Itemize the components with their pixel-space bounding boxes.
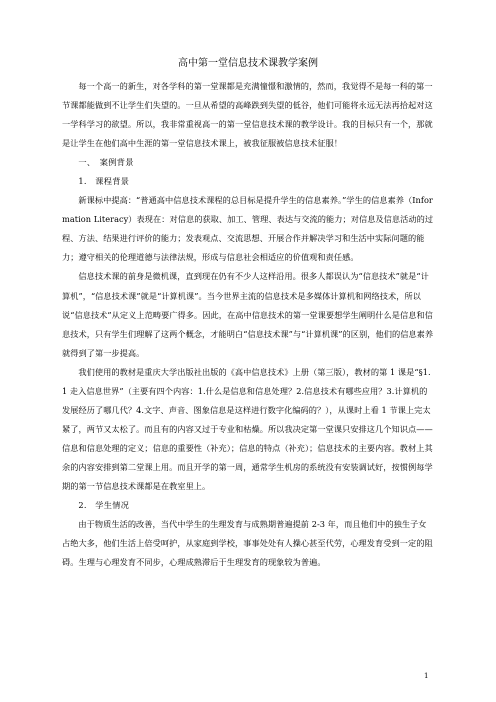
page-title: 高中第一堂信息技术课教学案例 (178, 58, 318, 69)
page-number: 1 (424, 672, 429, 680)
section-heading-case-background: 一、 案例背景 (78, 157, 134, 168)
subheading-student-situation: 2. 学生情况 (78, 500, 130, 511)
paragraph-intro: 每一个高一的新生，对各学科的第一堂课都是充满憧憬和激情的，然而，我觉得不是每一科的第一节课都能做到不让学生们失望的。一旦从希望的高峰跌到失望的低谷，他们可能将永远无法再拾起对这一学科学习的欲望。所以，我非常重视高一的第一堂信息技术课的教学设计。我的目标只有一个，那就是让学生在他们高中生涯的第一堂信息技术课上，被我征服被信息技术征服！ (62, 81, 433, 149)
paragraph-students: 由于物质生活的改善，当代中学生的生理发育与成熟期普遍提前 2-3 年，而且他们中的独生子女占绝大多，他们生活上倍受呵护，从家庭到学校，事事处处有人操心甚至代劳，心理发育受到一定的阻碍。生理与心理发育不同步，心理成熟滞后于生理发育的现象较为普遍。 (62, 519, 433, 568)
paragraph-textbook: 我们使用的教材是重庆大学出版社出版的《高中信息技术》上册（第三版），教材的第 1 课是“§1.1 走入信息世界”（主要有四个内容：1.什么是信息和信息处理？2.信息技术有哪些应用？3.计算机的发展经历了哪几代？4.文字、声音、图象信息是这样进行数字化编码的？），从课时上看 1 节课上完太紧了，两节又太松了。而且有的内容又过于专业和枯燥。所以我决定第一堂课只安排这几个知识点——信息和信息处理的定义；信息的重要性（补充）；信息的特点（补充）；信息技术的主要内容。教材上其余的内容安排到第二堂课上用。而且开学的第一周，通常学生机房的系统没有安装调试好，按惯例每学期的第一节信息技术课都是在教室里上。 (62, 366, 433, 491)
paragraph-course-history: 信息技术课的前身是微机课，直到现在仍有不少人这样沿用。很多人都误认为“信息技术”就是“计算机”，“信息技术课”就是“计算机课”。当今世界主流的信息技术是多媒体计算机和网络技术，所以说“信息技术”从定义上范畴要广得多。因此，在高中信息技术的第一堂课要想学生阐明什么是信息和信息技术，只有学生们理解了这两个概念，才能明白“信息技术课”与“计算机课”的区别，他们的信息素养就得到了第一步提高。 (62, 271, 434, 358)
document-body (62, 77, 434, 572)
subheading-course-background: 1. 课程背景 (78, 176, 130, 187)
paragraph-curriculum-standard: 新课标中提高：“普通高中信息技术课程的总目标是提升学生的信息素养。”学生的信息素养（Information Literacy）表现在：对信息的获取、加工、管理、表达与交流的能力；对信息及信息活动的过程、方法、结果进行评价的能力；发表观点、交流思想、开展合作并解决学习和生活中实际问题的能力；遵守相关的伦理道德与法律法规，形成与信息社会相适应的价值观和责任感。 (62, 195, 434, 263)
